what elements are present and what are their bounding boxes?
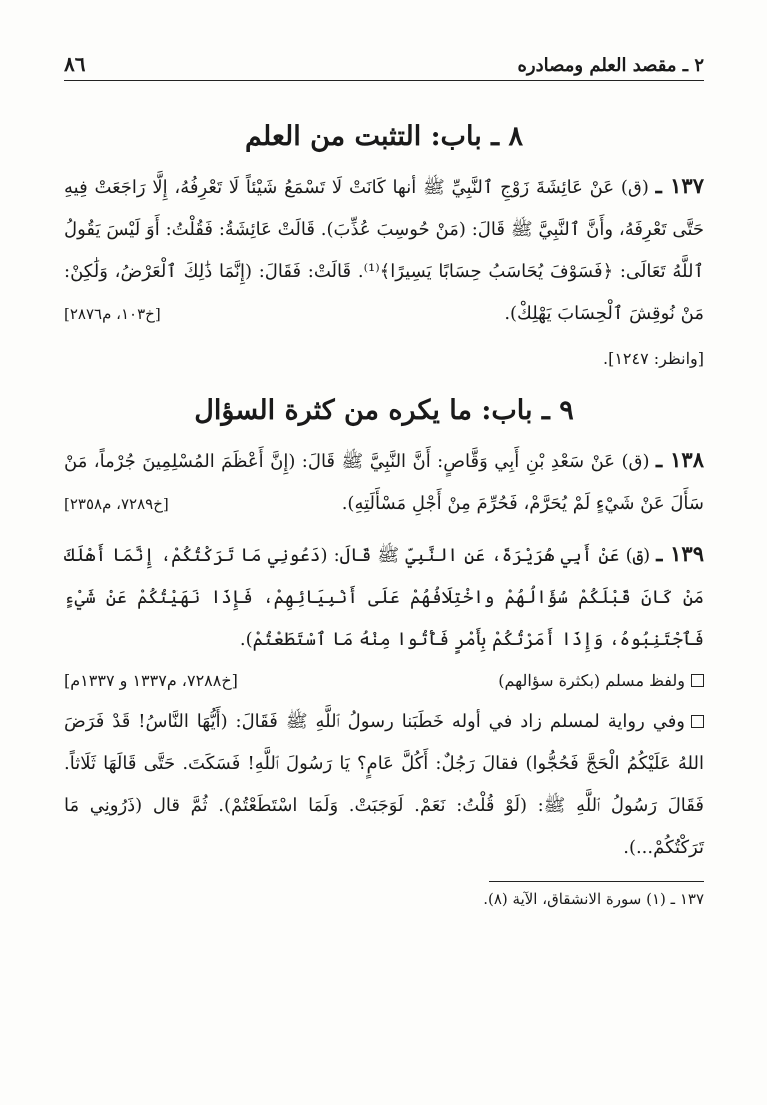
chapter-8-heading: ٨ ـ باب: التثبت من العلم: [245, 121, 523, 152]
muslim-wording-note: [64, 661, 704, 701]
chapter-9-heading: ٩ ـ باب: ما يكره من كثرة السؤال: [194, 395, 574, 426]
square-bullet-icon: [691, 715, 704, 728]
hadith-text: (ق) عَنْ أَبِي هُرَيْرَةَ، عَنِ النَّبِيِّ ﷺ قَالَ: (دَعُونِي مَا تَرَكْتُكُمْ، إِنَّمَا أَهْلَكَ مَنْ كَانَ قَبْلَكُمْ سُؤَالُهُمْ واخْتِلَافُهُمْ عَلَى أَنْبِيَائِهِمْ، فَإِذَا نَهَيْتُكُمْ عَنْ شَيْءٍ فَٱجْتَنِبُوهُ، وَإِذَا أَمَرْتُكُمْ بِأَمْرٍ فَأْتُوا مِنْهُ مَا ٱسْتَطَعْتُمْ).: [64, 545, 704, 650]
hadith-139: [64, 533, 704, 661]
hadith-number: ١٣٧ ـ: [655, 173, 704, 198]
hadith-number: ١٣٨ ـ: [655, 447, 704, 472]
hadith-138: [64, 439, 704, 525]
hadith-reference: [خ٧٢٨٩، م٢٣٥٨]: [64, 495, 169, 513]
muslim-narration-text: وفي رواية لمسلم زاد في أوله خَطَبَنا رسولُ ٱللَّهِ ﷺ فَقَالَ: (أَيُّهَا النَّاسُ! قَدْ فَرَضَ اللهُ عَلَيْكُمُ الْحَجَّ فَحُجُّوا) فقالَ رَجُلٌ: أَكُلَّ عَامٍ؟ يَا رَسُولَ ٱللَّهِ! فَسَكَتَ. حَتَّى قَالَهَا ثَلَاثاً. فَقَالَ رَسُولُ ٱللَّهِ ﷺ: (لَوْ قُلْتُ: نَعَمْ. لَوَجَبَتْ. وَلَمَا اسْتَطَعْتُمْ). ثُمَّ قال (ذَرُونِي مَا تَرَكْتُكُمْ...).: [64, 711, 704, 858]
page-number: ٨٦: [64, 52, 86, 76]
book-page: [64, 48, 704, 908]
square-bullet-icon: [691, 674, 704, 687]
muslim-narration: [64, 701, 704, 869]
hadith-reference: [خ١٠٣، م٢٨٧٦]: [64, 305, 161, 323]
see-also: [وانظر: ١٢٤٧].: [603, 349, 704, 368]
muslim-wording-reference: [خ٧٢٨٨، م١٣٣٧ و ١٣٣٧م]: [64, 671, 238, 690]
running-title: ٢ ـ مقصد العلم ومصادره: [517, 55, 704, 76]
running-header: [64, 48, 704, 81]
hadith-number: ١٣٩ ـ: [656, 541, 704, 566]
footnote: ١٣٧ ـ (١) سورة الانشقاق، الآية (٨).: [483, 890, 704, 908]
hadith-text: (ق) عَنْ عَائِشَةَ زَوْجِ ٱلنَّبِيِّ ﷺ أنها كَانَتْ لَا تَسْمَعُ شَيْئاً لَا تَعْرِفُهُ، إِلَّا رَاجَعَتْ فِيهِ حَتَّى تَعْرِفَهُ، وأَنَّ ٱلنَّبِيَّ ﷺ قَالَ: (مَنْ حُوسِبَ عُذِّبَ). قَالَتْ عَائِشَةُ: فَقُلْتُ: أَوَ لَيْسَ يَقُولُ ٱللَّهُ تَعَالَى: ﴿فَسَوْفَ يُحَاسَبُ حِسَابًا يَسِيرًا﴾⁽¹⁾. قَالَتْ: فَقَالَ: (إِنَّمَا ذَٰلِكَ ٱلْعَرْضُ، وَلَٰكِنْ: مَنْ نُوقِشَ ٱلْحِسَابَ يَهْلِكْ).: [64, 177, 704, 324]
hadith-137: [64, 165, 704, 335]
hadith-text: (ق) عَنْ سَعْدِ بْنِ أَبِي وَقَّاصٍ: أَنَّ النَّبِيَّ ﷺ قَالَ: (إِنَّ أَعْظَمَ المُسْلِمِينَ جُرْماً، مَنْ سَأَلَ عَنْ شَيْءٍ لَمْ يُحَرَّمْ، فَحُرِّمَ مِنْ أَجْلِ مَسْأَلَتِهِ).: [64, 451, 704, 514]
footnote-separator: [489, 881, 704, 882]
muslim-wording-text: ولفظ مسلم (بكثرة سؤالهم): [498, 671, 685, 690]
